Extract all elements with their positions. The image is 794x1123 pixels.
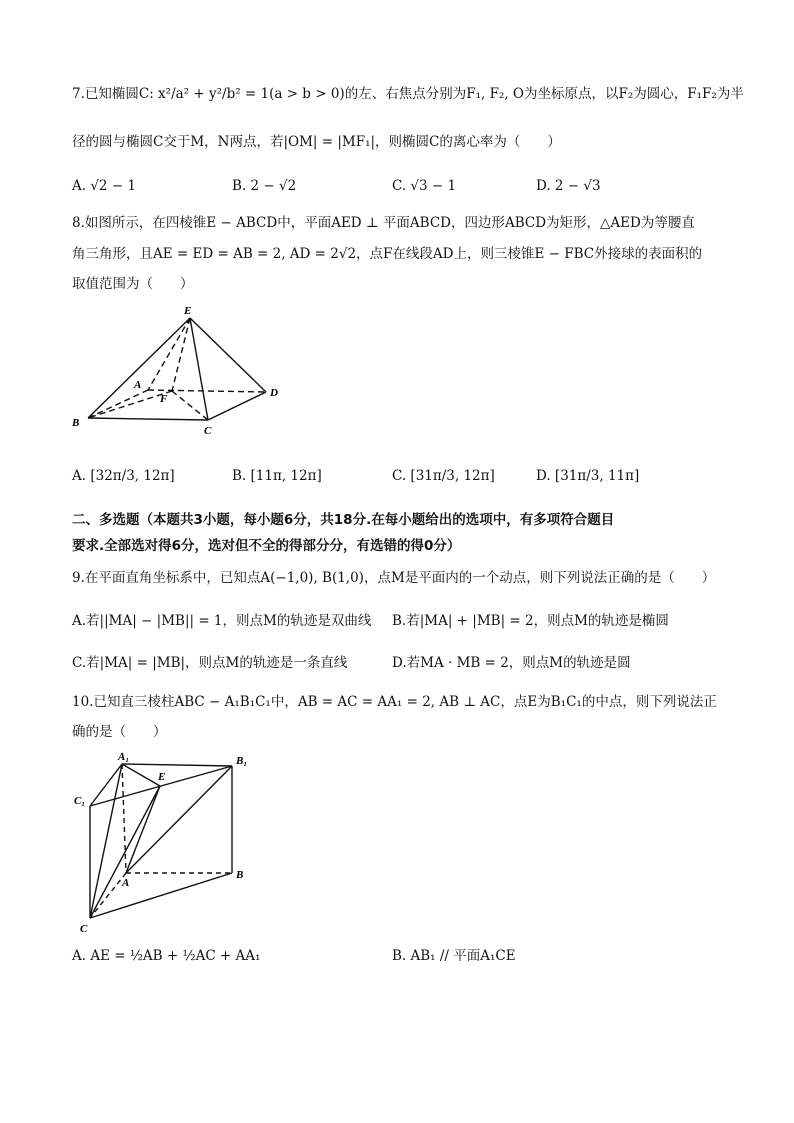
q9-option-c[interactable]: C.若|MA| = |MB|，则点M的轨迹是一条直线	[72, 655, 348, 671]
q8-option-c[interactable]: C. [31π/3, 12π]	[392, 468, 495, 484]
q8-label-d: D	[270, 387, 278, 399]
q10-label-a1: A₁	[118, 751, 130, 763]
q9-stem: 9.在平面直角坐标系中，已知点A(−1,0), B(1,0)，点M是平面内的一个动点，则下列说法正确的是（ ）	[72, 570, 716, 586]
q7-stem-line1: 7.已知椭圆C: x²/a² + y²/b² = 1(a > b > 0)的左、右焦点分别为F₁, F₂, O为坐标原点，以F₂为圆心，F₁F₂为半	[72, 86, 744, 102]
q8-option-b[interactable]: B. [11π, 12π]	[232, 468, 322, 484]
q10-option-b[interactable]: B. AB₁ // 平面A₁CE	[392, 948, 516, 964]
q10-label-c1: C₁	[74, 795, 86, 807]
q7-option-d[interactable]: D. 2 − √3	[536, 178, 601, 194]
q8-label-e: E	[184, 305, 192, 317]
q8-label-a: A	[134, 379, 142, 391]
q10-option-a[interactable]: A. AE = ½AB + ½AC + AA₁	[72, 948, 261, 964]
q8-option-d[interactable]: D. [31π/3, 11π]	[536, 468, 640, 484]
q8-pyramid-figure	[60, 300, 300, 440]
section2-heading-line2: 要求.全部选对得6分，选对但不全的得部分分，有选错的得0分）	[72, 538, 461, 554]
q9-option-b[interactable]: B.若|MA| + |MB| = 2，则点M的轨迹是椭圆	[392, 613, 669, 629]
q8-label-c: C	[204, 425, 212, 437]
q9-option-d[interactable]: D.若MA · MB = 2，则点M的轨迹是圆	[392, 655, 631, 671]
q7-option-b[interactable]: B. 2 − √2	[232, 178, 297, 194]
q8-stem-line2: 角三角形，且AE = ED = AB = 2, AD = 2√2，点F在线段AD上，则三棱锥E − FBC外接球的表面积的	[72, 246, 703, 262]
q7-option-c[interactable]: C. √3 − 1	[392, 178, 457, 194]
section2-heading-line1: 二、多选题（本题共3小题，每小题6分，共18分.在每小题给出的选项中，有多项符合题目	[72, 512, 615, 528]
q8-stem-line3: 取值范围为（ ）	[72, 276, 194, 292]
q10-label-a: A	[122, 877, 130, 889]
q10-label-c: C	[80, 923, 88, 935]
q10-label-b1: B₁	[236, 755, 248, 767]
q8-label-b: B	[72, 417, 80, 429]
q10-label-e: E	[158, 771, 166, 783]
q8-stem-line1: 8.如图所示，在四棱锥E − ABCD中，平面AED ⊥ 平面ABCD，四边形ABCD为矩形，△AED为等腰直	[72, 215, 695, 231]
q10-prism-figure	[70, 748, 260, 938]
q8-label-f: F	[160, 393, 168, 405]
q10-stem-line1: 10.已知直三棱柱ABC − A₁B₁C₁中，AB = AC = AA₁ = 2, AB ⊥ AC，点E为B₁C₁的中点，则下列说法正	[72, 694, 717, 710]
q9-option-a[interactable]: A.若||MA| − |MB|| = 1，则点M的轨迹是双曲线	[72, 613, 372, 629]
q10-label-b: B	[236, 869, 244, 881]
q7-option-a[interactable]: A. √2 − 1	[72, 178, 137, 194]
q10-stem-line2: 确的是（ ）	[72, 724, 167, 740]
q7-stem-line2: 径的圆与椭圆C交于M，N两点，若|OM| = |MF₁|，则椭圆C的离心率为（ ）	[72, 134, 561, 150]
q8-option-a[interactable]: A. [32π/3, 12π]	[72, 468, 175, 484]
